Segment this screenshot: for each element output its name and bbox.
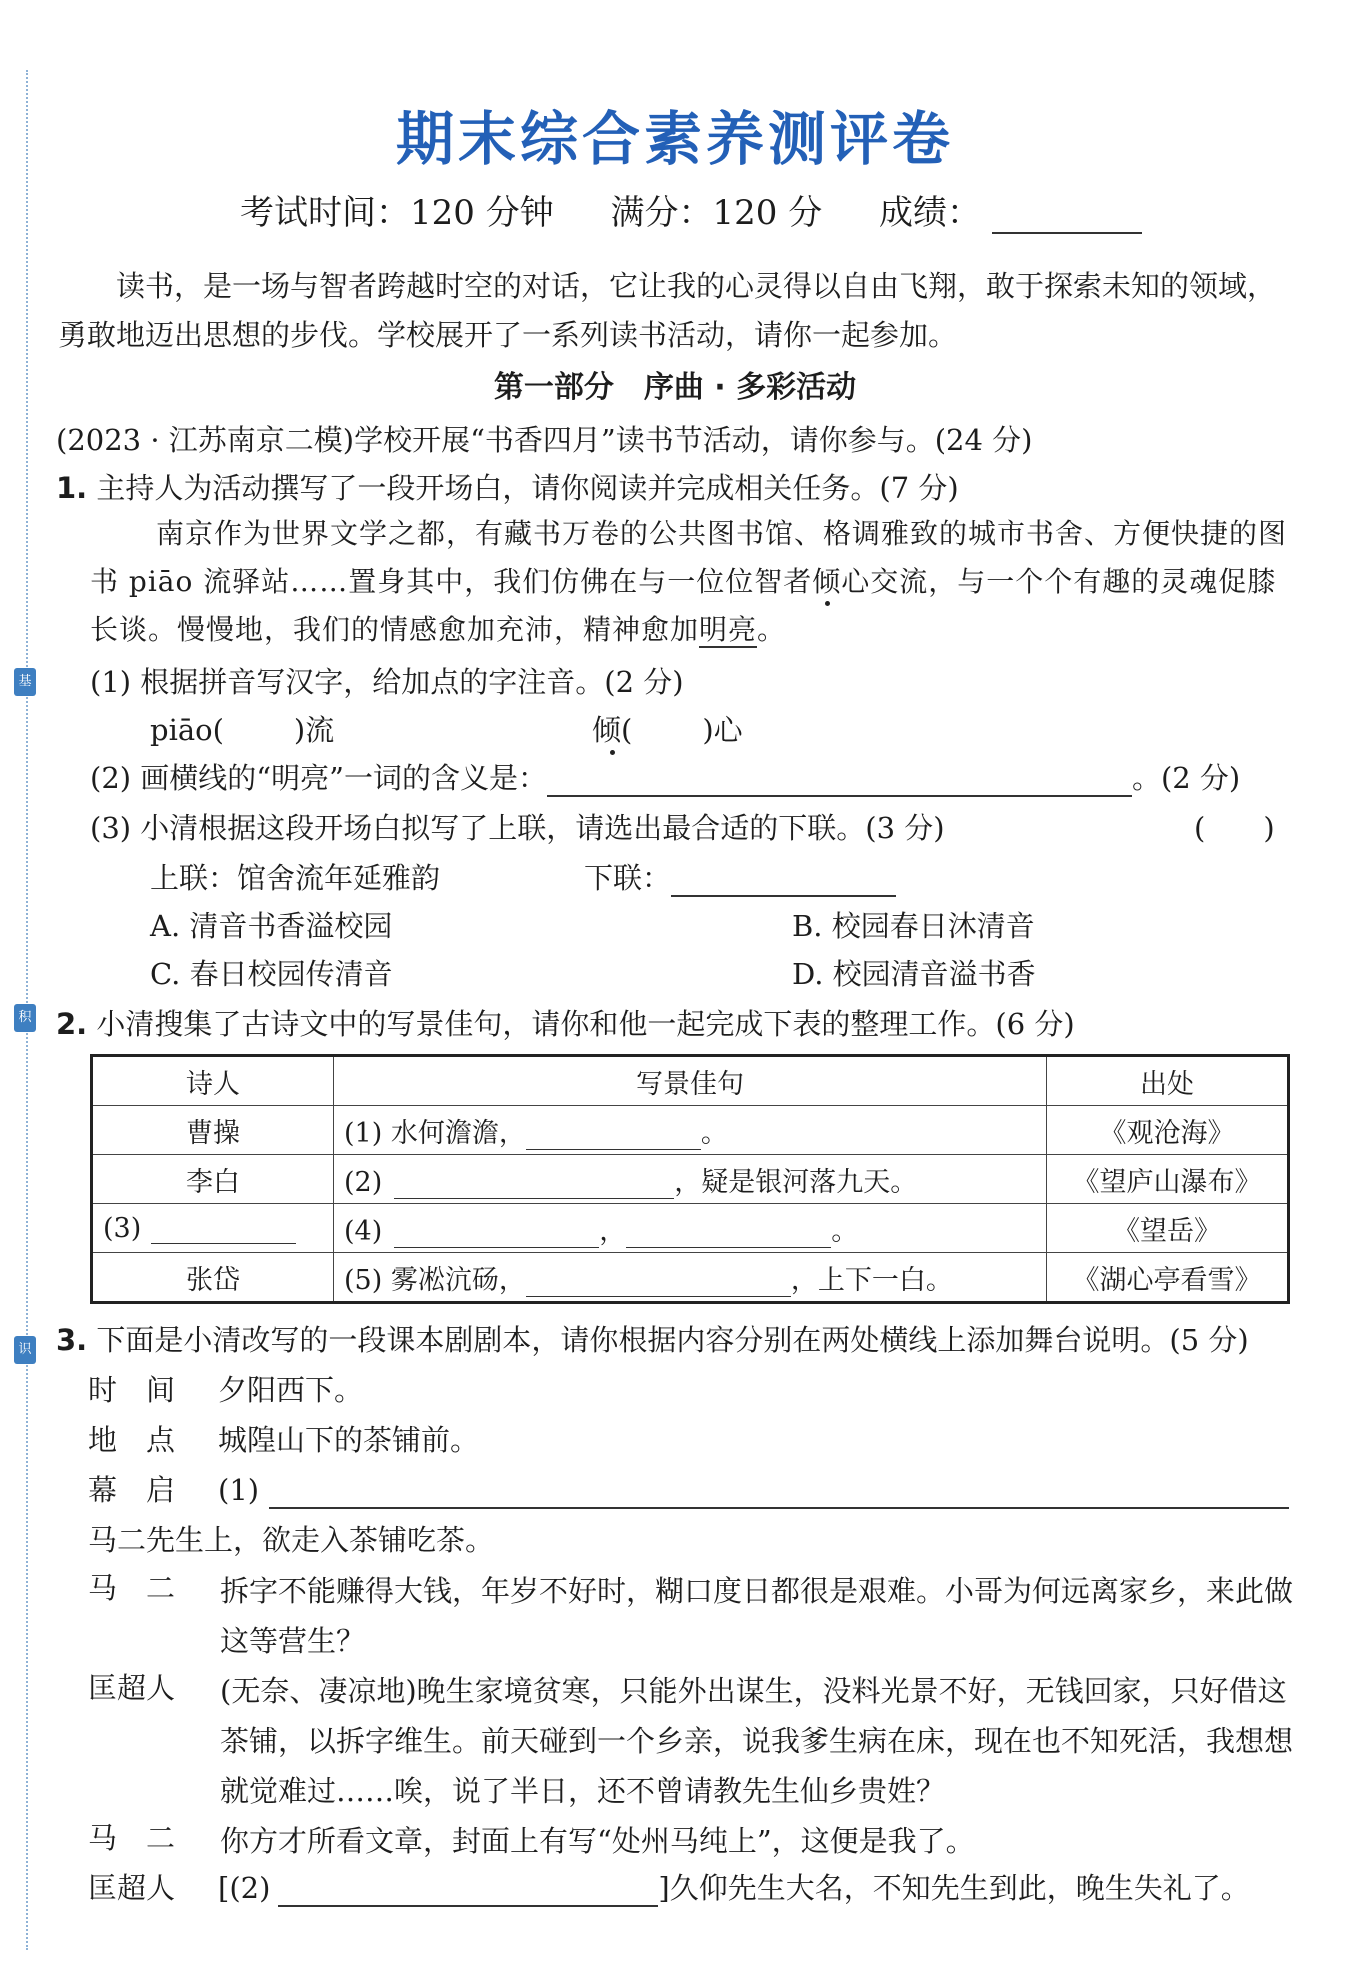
poem-blank-4a[interactable] bbox=[394, 1217, 599, 1248]
grade-label: 成绩： bbox=[879, 193, 982, 233]
table-row bbox=[92, 1253, 1289, 1303]
q1-sub3: (3) 小清根据这段开场白拟写了上联，请选出最合适的下联。(3 分) bbox=[90, 811, 945, 845]
poem-blank-2[interactable] bbox=[394, 1168, 674, 1199]
cell-source: 《观沧海》 bbox=[1047, 1106, 1289, 1155]
table-row bbox=[92, 1204, 1289, 1253]
option-b[interactable]: B. 校园春日沐清音 bbox=[792, 909, 1035, 943]
script-label: 时 间 bbox=[88, 1373, 176, 1407]
q3-number: 3. bbox=[56, 1323, 88, 1357]
lower-couplet bbox=[584, 856, 896, 897]
q2-number: 2. bbox=[56, 1007, 88, 1041]
role-ma-er-1: 马 二 bbox=[88, 1571, 176, 1605]
piao-suffix: )流 bbox=[293, 713, 335, 747]
line-text: ，疑是银河落九天。 bbox=[674, 1166, 918, 1198]
line-text: 。 bbox=[831, 1215, 859, 1247]
margin-tab-shi: 识 bbox=[14, 1336, 36, 1364]
table-header-row bbox=[92, 1056, 1289, 1106]
role-kuang-2: 匡超人 bbox=[88, 1871, 176, 1905]
line-text: (2) bbox=[344, 1166, 383, 1198]
dialogue-text: ]久仰先生大名，不知先生到此，晚生失礼了。 bbox=[658, 1871, 1250, 1905]
bracket-open: [(2) bbox=[218, 1871, 271, 1905]
q1-sub2-end: 。(2 分) bbox=[1131, 761, 1241, 795]
cell-source: 《湖心亭看雪》 bbox=[1047, 1253, 1289, 1303]
script-curtain bbox=[88, 1468, 1289, 1509]
q1-sub3-answer-paren[interactable]: ( ) bbox=[1194, 811, 1275, 845]
cell-line bbox=[334, 1106, 1047, 1155]
header-source: 出处 bbox=[1047, 1056, 1289, 1106]
option-c[interactable]: C. 春日校园传清音 bbox=[150, 957, 393, 991]
poem-table bbox=[90, 1054, 1290, 1304]
role-kuang-1: 匡超人 bbox=[88, 1671, 176, 1705]
script-place bbox=[88, 1418, 479, 1459]
line-text: ，上下一白。 bbox=[790, 1264, 953, 1296]
cell-poet: 李白 bbox=[92, 1155, 334, 1204]
dialogue-ma-er-1: 拆字不能赚得大钱，年岁不好时，糊口度日都很是艰难。小哥为何远离家乡，来此做这等营生？ bbox=[220, 1574, 1294, 1658]
cell-line bbox=[334, 1204, 1047, 1253]
dialogue-kuang-1: (无奈、凄凉地)晚生家境贫寒，只能外出谋生，没料光景不好，无钱回家，只好借这茶铺，以拆字维生。前天碰到一个乡亲，说我爹生病在床，现在也不知死活，我想想就觉难过……唉，说了半日，还不曾请教先生仙乡贵姓？ bbox=[220, 1674, 1294, 1808]
q1-stem bbox=[56, 466, 959, 507]
option-d[interactable]: D. 校园清音溢书香 bbox=[792, 957, 1036, 991]
cell-line bbox=[334, 1155, 1047, 1204]
line-text: (4) bbox=[344, 1215, 383, 1247]
lower-couplet-blank[interactable] bbox=[671, 865, 896, 897]
margin-tab-ji2: 积 bbox=[14, 1004, 36, 1032]
intro-paragraph: 读书，是一场与智者跨越时空的对话，它让我的心灵得以自由飞翔，敢于探索未知的领域，勇敢地迈出思想的步伐。学校展开了一系列读书活动，请你一起参加。 bbox=[58, 269, 1277, 352]
q1-sub1-blank-a bbox=[150, 708, 334, 749]
script-time bbox=[88, 1368, 363, 1409]
cell-poet: 曹操 bbox=[92, 1106, 334, 1155]
upper-couplet: 上联：馆舍流年延雅韵 bbox=[150, 861, 441, 895]
script-value: 夕阳西下。 bbox=[218, 1373, 364, 1407]
script-enter: 马二先生上，欲走入茶铺吃茶。 bbox=[88, 1523, 495, 1557]
cell-source: 《望岳》 bbox=[1047, 1204, 1289, 1253]
cell-poet: 张岱 bbox=[92, 1253, 334, 1303]
role-ma-er-2: 马 二 bbox=[88, 1821, 176, 1855]
dotted-char-qing: 倾 bbox=[812, 565, 842, 598]
q1-stem-text: 主持人为活动撰写了一段开场白，请你阅读并完成相关任务。(7 分) bbox=[96, 471, 959, 505]
passage-end: 。 bbox=[757, 613, 787, 646]
passage-part-b: 心交流，与一个个有趣的灵魂促膝长谈。慢慢地，我们的情感愈加充沛，精神愈加 bbox=[90, 565, 1277, 646]
group-intro: (2023 · 江苏南京二模)学校开展“书香四月”读书节活动，请你参与。(24 分) bbox=[56, 423, 1033, 457]
exam-meta bbox=[240, 185, 1188, 234]
exam-title: 期末综合素养测评卷 bbox=[395, 105, 954, 173]
cell-poet bbox=[92, 1204, 334, 1253]
q3-stem-text: 下面是小清改写的一段课本剧剧本，请你根据内容分别在两处横线上添加舞台说明。(5 分) bbox=[96, 1323, 1249, 1357]
poem-blank-1[interactable] bbox=[526, 1119, 701, 1150]
q1-sub1: (1) 根据拼音写汉字，给加点的字注音。(2 分) bbox=[90, 665, 684, 699]
script-value: (1) bbox=[218, 1473, 260, 1507]
q1-passage bbox=[90, 510, 1300, 654]
line-text: (1) 水何澹澹， bbox=[344, 1117, 526, 1149]
lower-couplet-label: 下联： bbox=[584, 861, 672, 895]
q1-sub2-text: (2) 画横线的“明亮”一词的含义是： bbox=[90, 761, 547, 795]
q2-stem bbox=[56, 1002, 1075, 1043]
poem-blank-3[interactable] bbox=[151, 1213, 296, 1244]
section-title: 第一部分 序曲 · 多彩活动 bbox=[493, 370, 857, 405]
poem-blank-5[interactable] bbox=[526, 1266, 791, 1297]
q1-sub1-blank-b bbox=[592, 708, 743, 749]
line-text: (5) 雾凇沆砀， bbox=[344, 1264, 526, 1296]
poem-blank-4b[interactable] bbox=[626, 1217, 831, 1248]
option-a[interactable]: A. 清音书香溢校园 bbox=[150, 909, 393, 943]
table-row bbox=[92, 1106, 1289, 1155]
q1-sub2 bbox=[90, 756, 1240, 797]
line-text: 。 bbox=[700, 1117, 728, 1149]
q2-stem-text: 小清搜集了古诗文中的写景佳句，请你和他一起完成下表的整理工作。(6 分) bbox=[96, 1007, 1075, 1041]
dialogue-kuang-2 bbox=[218, 1866, 1250, 1907]
poet-blank-label: (3) bbox=[103, 1212, 142, 1244]
margin-tab-ji: 基 bbox=[14, 668, 36, 696]
cell-source: 《望庐山瀑布》 bbox=[1047, 1155, 1289, 1204]
cell-line bbox=[334, 1253, 1047, 1303]
qing-suffix: )心 bbox=[702, 713, 743, 747]
stage-direction-blank-2[interactable] bbox=[278, 1875, 658, 1907]
mingliang-meaning-blank[interactable] bbox=[547, 765, 1132, 797]
header-line: 写景佳句 bbox=[334, 1056, 1047, 1106]
table-row bbox=[92, 1155, 1289, 1204]
passage-part-a: 南京作为世界文学之都，有藏书万卷的公共图书馆、格调雅致的城市书舍、方便快捷的图书 piāo 流驿站……置身其中，我们仿佛在与一位位智者 bbox=[90, 517, 1288, 598]
script-label: 地 点 bbox=[88, 1423, 176, 1457]
grade-blank[interactable] bbox=[992, 198, 1142, 234]
q3-stem bbox=[56, 1318, 1249, 1359]
header-poet: 诗人 bbox=[92, 1056, 334, 1106]
piao-prefix: piāo( bbox=[150, 713, 224, 747]
underlined-word-mingliang: 明亮 bbox=[699, 613, 758, 646]
script-label: 幕 启 bbox=[88, 1473, 176, 1507]
exam-time: 考试时间：120 分钟 bbox=[240, 193, 554, 233]
stage-direction-blank-1[interactable] bbox=[269, 1477, 1289, 1509]
full-score: 满分：120 分 bbox=[610, 193, 823, 233]
q1-number: 1. bbox=[56, 471, 88, 505]
qing-prefix: 倾( bbox=[592, 713, 633, 747]
line-text: ， bbox=[599, 1215, 627, 1247]
script-value: 城隍山下的茶铺前。 bbox=[218, 1423, 480, 1457]
dialogue-ma-er-2: 你方才所看文章，封面上有写“处州马纯上”，这便是我了。 bbox=[220, 1824, 975, 1858]
